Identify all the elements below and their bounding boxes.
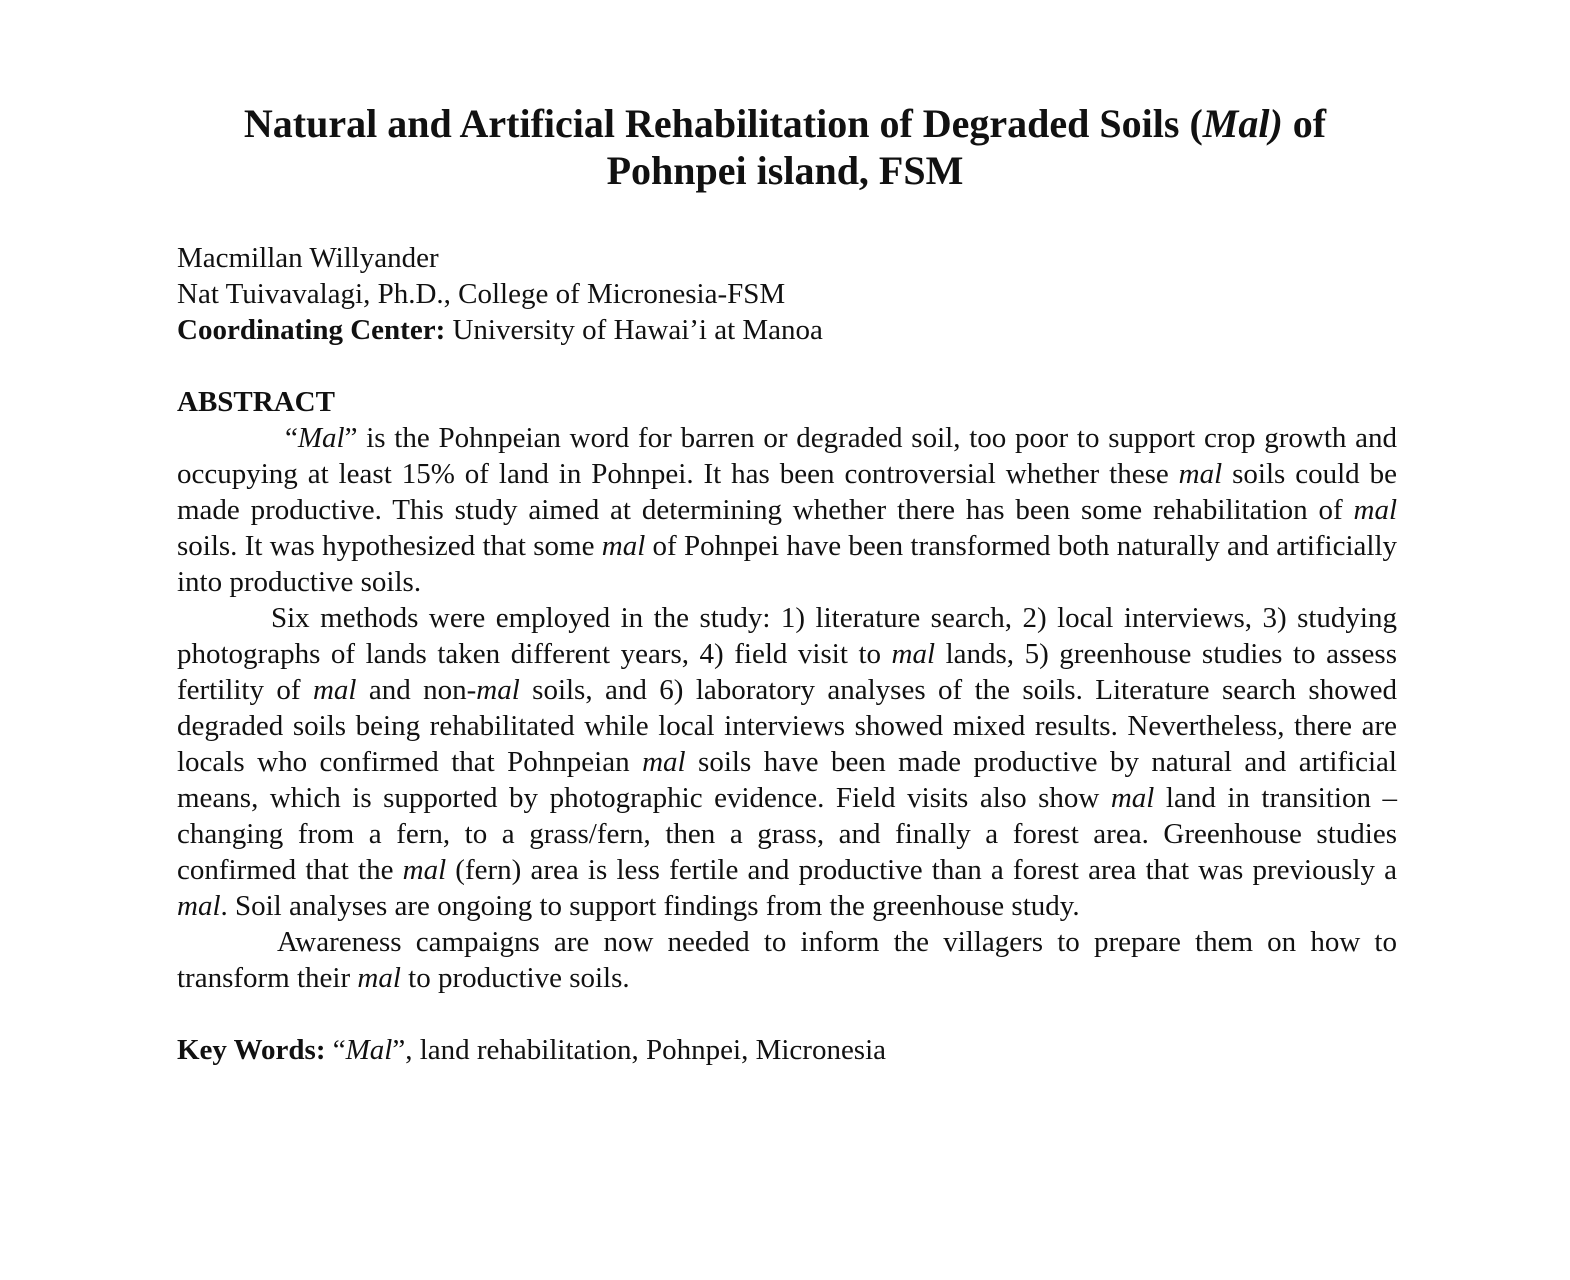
abstract-paragraph-2 [177,600,1397,924]
abstract-heading: ABSTRACT [177,386,335,418]
coordinating-center-label: Coordinating Center: [177,314,446,346]
paragraph-text-run: “ [285,422,298,454]
keywords-italic-mal: Mal [345,1034,393,1066]
italic-term-mal: mal [1178,458,1223,490]
title-text-b: of [1282,101,1327,146]
abstract-paragraph-3 [177,924,1397,996]
keywords-line [177,1032,1397,1068]
italic-term-mal: mal [476,674,520,706]
keywords-label: Key Words: [177,1034,326,1066]
italic-term-mal: mal [312,674,357,706]
title-line-2: Pohnpei island, FSM [606,148,964,193]
paragraph-text-run: soils, and 6) laboratory analyses of the soils. Literature search showed degraded soils being rehabilitated while local interviews showed mixed results. Nevertheless, there are locals who confirmed that Pohnpeian [177,674,1398,778]
coordinating-center-value: University of Hawai’i at Manoa [445,314,823,346]
italic-term-mal: Mal [297,422,345,454]
italic-term-mal: mal [642,746,686,778]
author-2: Nat Tuivavalagi, Ph.D., College of Micronesia-FSM [177,278,786,310]
author-block [177,240,1397,348]
paragraph-text-run: ” is the Pohnpeian word for barren or degraded soil, too poor to support crop growth and occupying at least 15% of land in Pohnpei. It has been controversial whether these [177,422,1397,490]
italic-term-mal: mal [402,854,447,886]
paper-title [150,100,1420,194]
italic-term-mal: mal [601,530,646,562]
paragraph-text-run: of Pohnpei have been transformed both naturally and artificially into productive soils. [177,530,1398,598]
paper-body [177,240,1397,1068]
author-1: Macmillan Willyander [177,242,439,274]
italic-term-mal: mal [357,962,401,994]
paragraph-text-run: Awareness campaigns are now needed to inform the villagers to prepare them on how to transform their [177,926,1397,994]
paragraph-text-run: soils. It was hypothesized that some [177,530,602,562]
paragraph-text-run: . Soil analyses are ongoing to support findings from the greenhouse study. [220,890,1080,922]
abstract-paragraph-1 [177,420,1397,600]
paragraph-text-run: (fern) area is less fertile and productive than a forest area that was previously a [446,854,1397,886]
italic-term-mal: mal [177,890,221,922]
keywords-rest: ”, land rehabilitation, Pohnpei, Micronesia [392,1034,887,1066]
italic-term-mal: mal [1110,782,1155,814]
title-text-a: Natural and Artificial Rehabilitation of Degraded Soils ( [243,101,1203,146]
coordinating-center [177,312,1397,348]
paragraph-text-run: soils have been made productive by natural and artificial means, which is supported by photographic evidence. Field visits also show [177,746,1397,814]
paragraph-text-run: Six methods were employed in the study: 1) literature search, 2) local interviews, 3) studying photographs of lands taken different years, 4) field visit to [177,602,1397,670]
paragraph-text-run: to productive soils. [400,962,630,994]
paragraph-text-run: land in transition – changing from a fern, to a grass/fern, then a grass, and finally a forest area. Greenhouse studies confirmed that the [177,782,1398,886]
title-italic-mal: Mal) [1202,101,1283,146]
paragraph-text-run: lands, 5) greenhouse studies to assess fertility of [177,638,1397,706]
title-line-1 [150,100,1420,147]
keywords-open-quote: “ [325,1034,346,1066]
paragraph-text-run: and non- [356,674,477,706]
paragraph-text-run: soils could be made productive. This study aimed at determining whether there has been some rehabilitation of [177,458,1397,526]
italic-term-mal: mal [1353,494,1397,526]
italic-term-mal: mal [891,638,936,670]
